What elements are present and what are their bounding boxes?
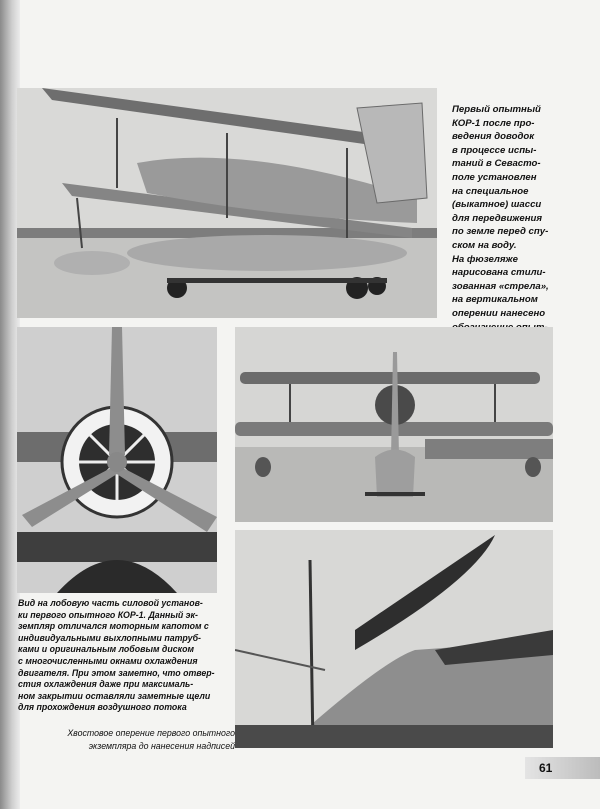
photo-seaplane-on-beaching-chassis [17,88,437,318]
caption-line: Первый опытный [452,104,541,115]
caption-line: зованная «стрела», [452,280,549,292]
photo-biplane-head-on [235,327,553,522]
caption-line: Вид на лобовую часть силовой установ- [18,598,203,608]
caption-line: двигателя. При этом заметно, что отвер- [18,667,215,678]
caption-line: оперении нанесено [452,307,546,319]
caption-line: таний в Севасто- [452,158,541,170]
caption-line: Хвостовое оперение первого опытного [67,728,235,738]
caption-line: на специальное [452,185,529,197]
caption-line: на вертикальном [452,294,538,306]
caption-line: индивидуальными выхлопными патруб- [18,632,201,643]
caption-line: по земле перед спу- [452,226,549,238]
photo-engine-front-view [17,327,217,593]
page-number: 61 [525,757,600,779]
caption-line: с многочисленными окнами охлаждения [18,655,198,666]
caption-tail [35,727,235,752]
caption-line: экземпляра до нанесения надписей [88,740,235,751]
caption-line: поле установлен [452,171,537,183]
caption-engine-front [18,598,230,714]
caption-line: земпляр отличался моторным капотом с [18,621,209,632]
caption-line: ки первого опытного КОР-1. Данный эк- [18,609,198,620]
caption-line: ном закрытии оставляли заметные щели [18,690,211,701]
caption-line: ками и оригинальным лобовым диском [18,644,194,655]
caption-line: в процессе испы- [452,144,537,156]
caption-line: ском на воду. [452,239,517,251]
caption-line: нарисована стили- [452,267,546,279]
caption-line: стия охлаждения даже при максималь- [18,679,194,690]
photo-tail-section [235,530,553,748]
caption-line: (выкатное) шасси [452,199,542,211]
caption-line: для прохождения воздушного потока [18,702,187,713]
caption-line: КОР-1 после про- [452,117,535,129]
caption-line: для передвижения [452,212,543,224]
caption-line: ведения доводок [452,131,535,143]
caption-line: На фюзеляже [452,253,518,265]
caption-photo1 [452,103,592,361]
